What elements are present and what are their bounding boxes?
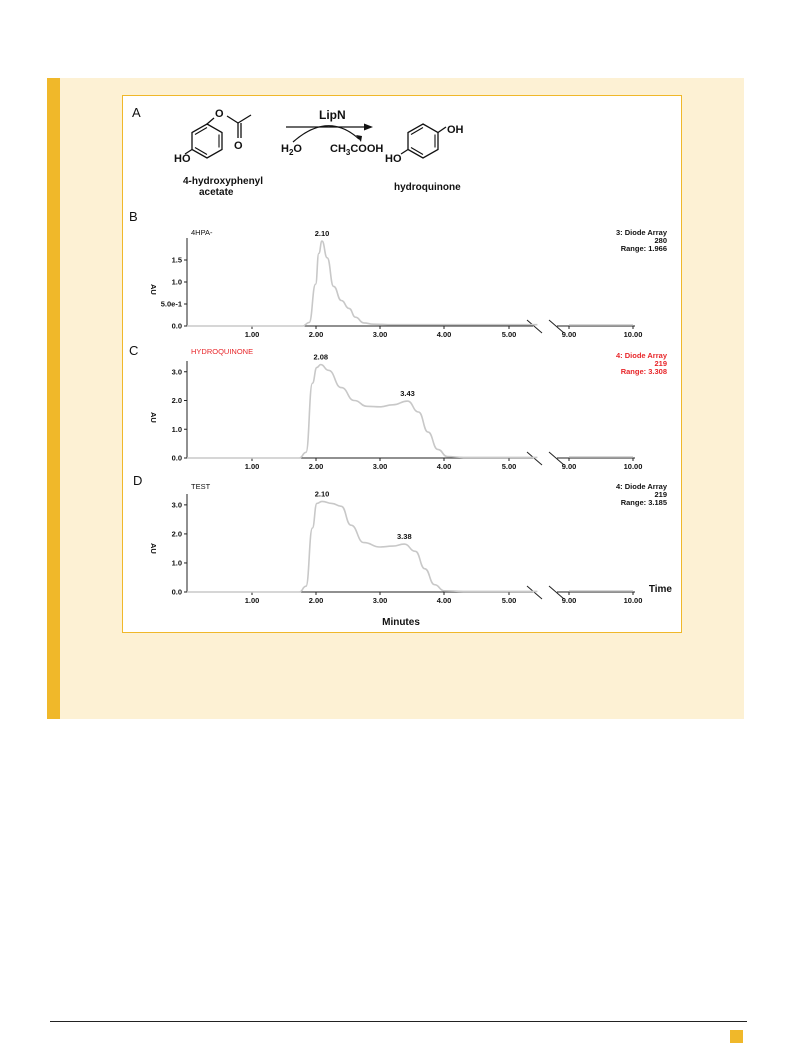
panel-d-x-tick-label: 9.00 (561, 596, 577, 605)
panel-d-x-tick-label: 10.00 (623, 596, 643, 605)
panel-d-y-tick-label: 3.0 (171, 500, 182, 510)
reactant-benzene-ring (192, 124, 222, 158)
panel-c-x-tick-label: 10.00 (623, 462, 643, 471)
panel-c-y-label: AU (149, 412, 158, 423)
panel-d-x-tick-label: 2.00 (308, 596, 324, 605)
panel-b-x-tick-label: 3.00 (372, 330, 388, 339)
panel-b-y-tick-label: 5.0e-1 (160, 299, 182, 309)
panel-c-y-tick-label: 0.0 (171, 453, 182, 463)
ester-oxygen: O (215, 108, 224, 120)
figure-svg (123, 96, 681, 632)
panel-c-y-tick-label: 1.0 (171, 424, 182, 434)
panel-c-x-tick-label: 4.00 (436, 462, 452, 471)
panel-d-detector: 4: Diode Array (616, 482, 667, 491)
panel-d-x-tick-label: 1.00 (244, 596, 260, 605)
panel-b-x-tick-label: 4.00 (436, 330, 452, 339)
panel-d-x-tick-label: 3.00 (372, 596, 388, 605)
panel-d-x-tick-label: 4.00 (436, 596, 452, 605)
panel-label-c: C (129, 343, 139, 358)
panel-c-x-tick-label: 1.00 (244, 462, 260, 471)
panel-b-detector: 3: Diode Array (616, 228, 667, 237)
panel-c-x-tick-label: 3.00 (372, 462, 388, 471)
panel-c-range: Range: 3.308 (620, 367, 667, 376)
panel-b-x-tick-label: 9.00 (561, 330, 577, 339)
product-name: hydroquinone (394, 182, 461, 193)
minutes-axis-label: Minutes (382, 617, 420, 628)
panel-c-title: HYDROQUINONE (191, 347, 254, 356)
product-oh-group: OH (447, 124, 464, 136)
chromatogram-panel-c (129, 343, 668, 471)
panel-c-x-tick-label: 9.00 (561, 462, 577, 471)
panel-c-wavelength: 219 (654, 359, 667, 368)
panel-label-b: B (129, 209, 138, 224)
panel-c-peak-label: 3.43 (400, 389, 415, 399)
panel-c-peak-label: 2.08 (313, 352, 329, 362)
reactant-name-line1: 4-hydroxyphenyl (183, 176, 264, 187)
byproduct-acetic-acid: $CH_3COOH$ (330, 143, 384, 157)
panel-c-detector: 4: Diode Array (616, 351, 667, 360)
panel-d-range: Range: 3.185 (620, 498, 667, 507)
panel-b-title: 4HPA- (191, 228, 213, 237)
time-axis-label: Time (648, 584, 672, 595)
callout-accent-bar (47, 78, 60, 719)
panel-b-y-label: AU (149, 284, 158, 295)
panel-d-y-label: AU (149, 543, 158, 554)
panel-b-range: Range: 1.966 (620, 244, 667, 253)
panel-b-x-tick-label: 2.00 (308, 330, 324, 339)
panel-label-a: A (132, 105, 141, 120)
panel-d-trace (187, 501, 537, 592)
panel-b-x-tick-label: 10.00 (623, 330, 643, 339)
panel-b-x-tick-label: 5.00 (501, 330, 517, 339)
reaction-scheme (132, 105, 464, 198)
product-benzene-ring (408, 124, 438, 158)
product-ho-group: HO (385, 153, 402, 165)
panel-b-y-tick-label: 1.5 (171, 255, 182, 265)
panel-c-trace (187, 365, 537, 458)
panel-c-y-tick-label: 3.0 (171, 367, 182, 377)
footer-page-marker (730, 1030, 743, 1043)
panel-d-wavelength: 219 (654, 490, 667, 499)
reagent-water: $H_2O$ (281, 143, 302, 157)
footer-rule (50, 1021, 747, 1022)
reaction-curved-arrow (293, 126, 359, 142)
panel-b-wavelength: 280 (654, 236, 667, 245)
panel-d-y-tick-label: 2.0 (171, 529, 182, 539)
panel-label-d: D (133, 473, 143, 488)
panel-b-x-tick-label: 1.00 (244, 330, 260, 339)
panel-b-y-tick-label: 1.0 (171, 277, 182, 287)
panel-b-peak-label: 2.10 (314, 229, 330, 239)
panel-c-x-tick-label: 5.00 (501, 462, 517, 471)
reaction-arrow-head (364, 124, 373, 131)
carbonyl-oxygen: O (234, 140, 243, 152)
panel-d-x-tick-label: 5.00 (501, 596, 517, 605)
chromatogram-panel-d (133, 473, 672, 605)
reactant-name-line2: acetate (199, 187, 234, 198)
panel-c-x-tick-label: 2.00 (308, 462, 324, 471)
panel-b-trace (187, 241, 537, 326)
panel-d-peak-label: 2.10 (314, 489, 330, 499)
panel-d-y-tick-label: 1.0 (171, 558, 182, 568)
figure-frame (122, 95, 682, 633)
panel-d-y-tick-label: 0.0 (171, 587, 182, 597)
panel-b-y-tick-label: 0.0 (171, 321, 182, 331)
chromatogram-panel-b (129, 209, 668, 339)
panel-d-peak-label: 3.38 (397, 532, 412, 542)
enzyme-label: LipN (319, 108, 346, 122)
panel-d-title: TEST (191, 482, 211, 491)
reactant-ho-group: HO (174, 153, 191, 165)
panel-c-y-tick-label: 2.0 (171, 396, 182, 406)
